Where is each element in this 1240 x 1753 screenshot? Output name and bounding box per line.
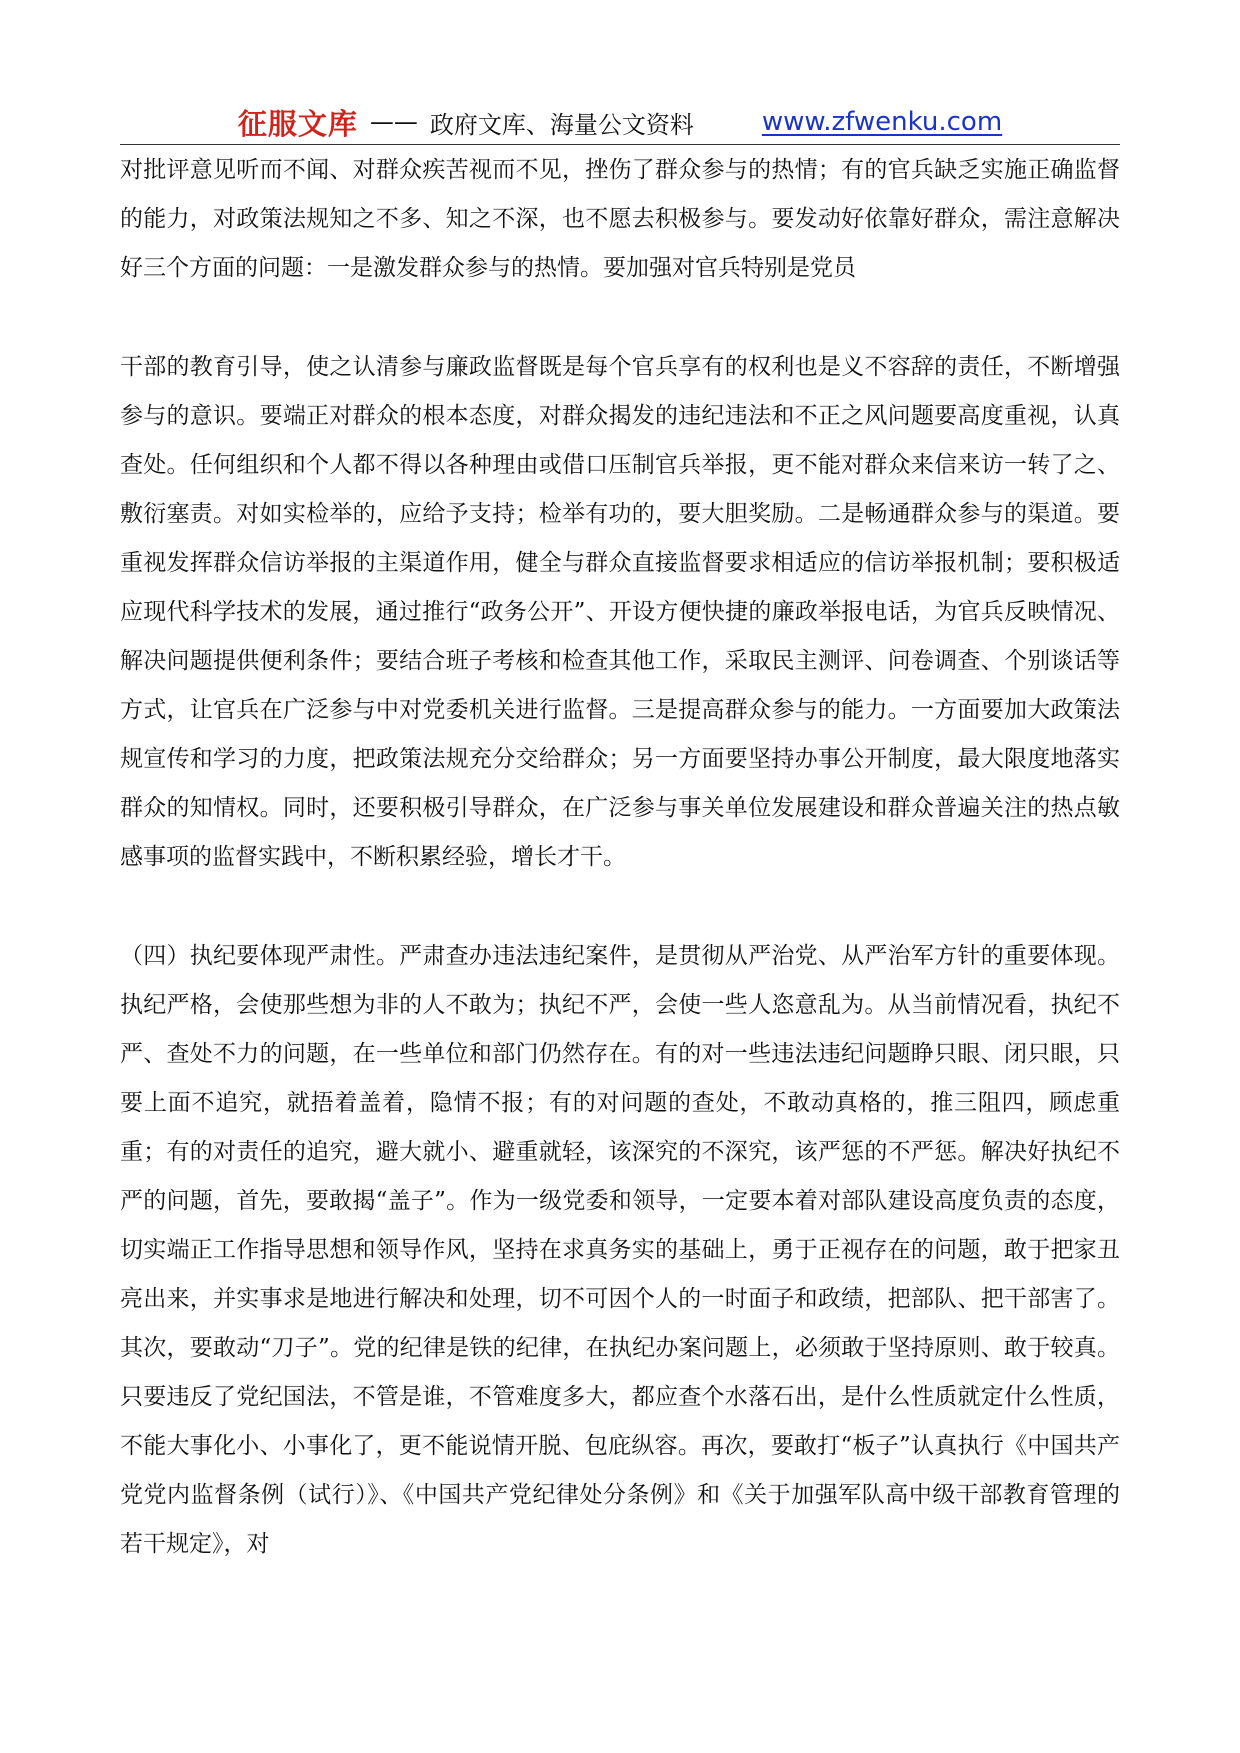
header-divider — [120, 144, 1120, 145]
site-url-link[interactable]: www.zfwenku.com — [761, 107, 1003, 137]
paragraph-2: 干部的教育引导，使之认清参与廉政监督既是每个官兵享有的权利也是义不容辞的责任，不断增强参与的意识。要端正对群众的根本态度，对群众揭发的违纪违法和不正之风问题要高度重视，认真查处。任何组织和个人都不得以各种理由或借口压制官兵举报，更不能对群众来信来访一转了之、敷衍塞责。对如实检举的，应给予支持；检举有功的，要大胆奖励。二是畅通群众参与的渠道。要重视发挥群众信访举报的主渠道作用，健全与群众直接监督要求相适应的信访举报机制；要积极适应现代科学技术的发展，通过推行“政务公开”、开设方便快捷的廉政举报电话，为官兵反映情况、解决问题提供便利条件；要结合班子考核和检查其他工作，采取民主测评、问卷调查、个别谈话等方式，让官兵在广泛参与中对党委机关进行监督。三是提高群众参与的能力。一方面要加大政策法规宣传和学习的力度，把政策法规充分交给群众；另一方面要坚持办事公开制度，最大限度地落实群众的知情权。同时，还要积极引导群众，在广泛参与事关单位发展建设和群众普遍关注的热点敏感事项的监督实践中，不断积累经验，增长才干。 — [120, 354, 1120, 870]
paragraph-3: （四）执纪要体现严肃性。严肃查办违法违纪案件，是贯彻从严治党、从严治军方针的重要体现。执纪严格，会使那些想为非的人不敢为；执纪不严，会使一些人恣意乱为。从当前情况看，执纪不严、查处不力的问题，在一些单位和部门仍然存在。有的对一些违法违纪问题睁只眼、闭只眼，只要上面不追究，就捂着盖着，隐情不报；有的对问题的查处，不敢动真格的，推三阻四，顾虑重重；有的对责任的追究，避大就小、避重就轻，该深究的不深究，该严惩的不严惩。解决好执纪不严的问题，首先，要敢揭“盖子”。作为一级党委和领导，一定要本着对部队建设高度负责的态度，切实端正工作指导思想和领导作风，坚持在求真务实的基础上，勇于正视存在的问题，敢于把家丑亮出来，并实事求是地进行解决和处理，切不可因个人的一时面子和政绩，把部队、把干部害了。其次，要敢动“刀子”。党的纪律是铁的纪律，在执纪办案问题上，必须敢于坚持原则、敢于较真。只要违反了党纪国法，不管是谁，不管难度多大，都应查个水落石出，是什么性质就定什么性质，不能大事化小、小事化了，更不能说情开脱、包庇纵容。再次，要敢打“板子”认真执行《中国共产党党内监督条例（试行）》、《中国共产党纪律处分条例》和《关于加强军队高中级干部教育管理的若干规定》，对 — [120, 943, 1120, 1557]
paragraph-gap — [120, 882, 1120, 932]
paragraph-1: 对批评意见听而不闻、对群众疾苦视而不见，挫伤了群众参与的热情；有的官兵缺乏实施正确监督的能力，对政策法规知之不多、知之不深，也不愿去积极参与。要发动好依靠好群众，需注意解决好三个方面的问题：一是激发群众参与的热情。要加强对官兵特别是党员 — [120, 157, 1120, 281]
page-header — [120, 100, 1120, 144]
header-tagline: 政府文库、海量公文资料 — [429, 110, 694, 139]
header-dash: —— — [369, 108, 418, 136]
site-name-logo: 征服文库 — [237, 106, 358, 141]
paragraph-gap — [120, 293, 1120, 343]
document-body — [120, 146, 1120, 1569]
